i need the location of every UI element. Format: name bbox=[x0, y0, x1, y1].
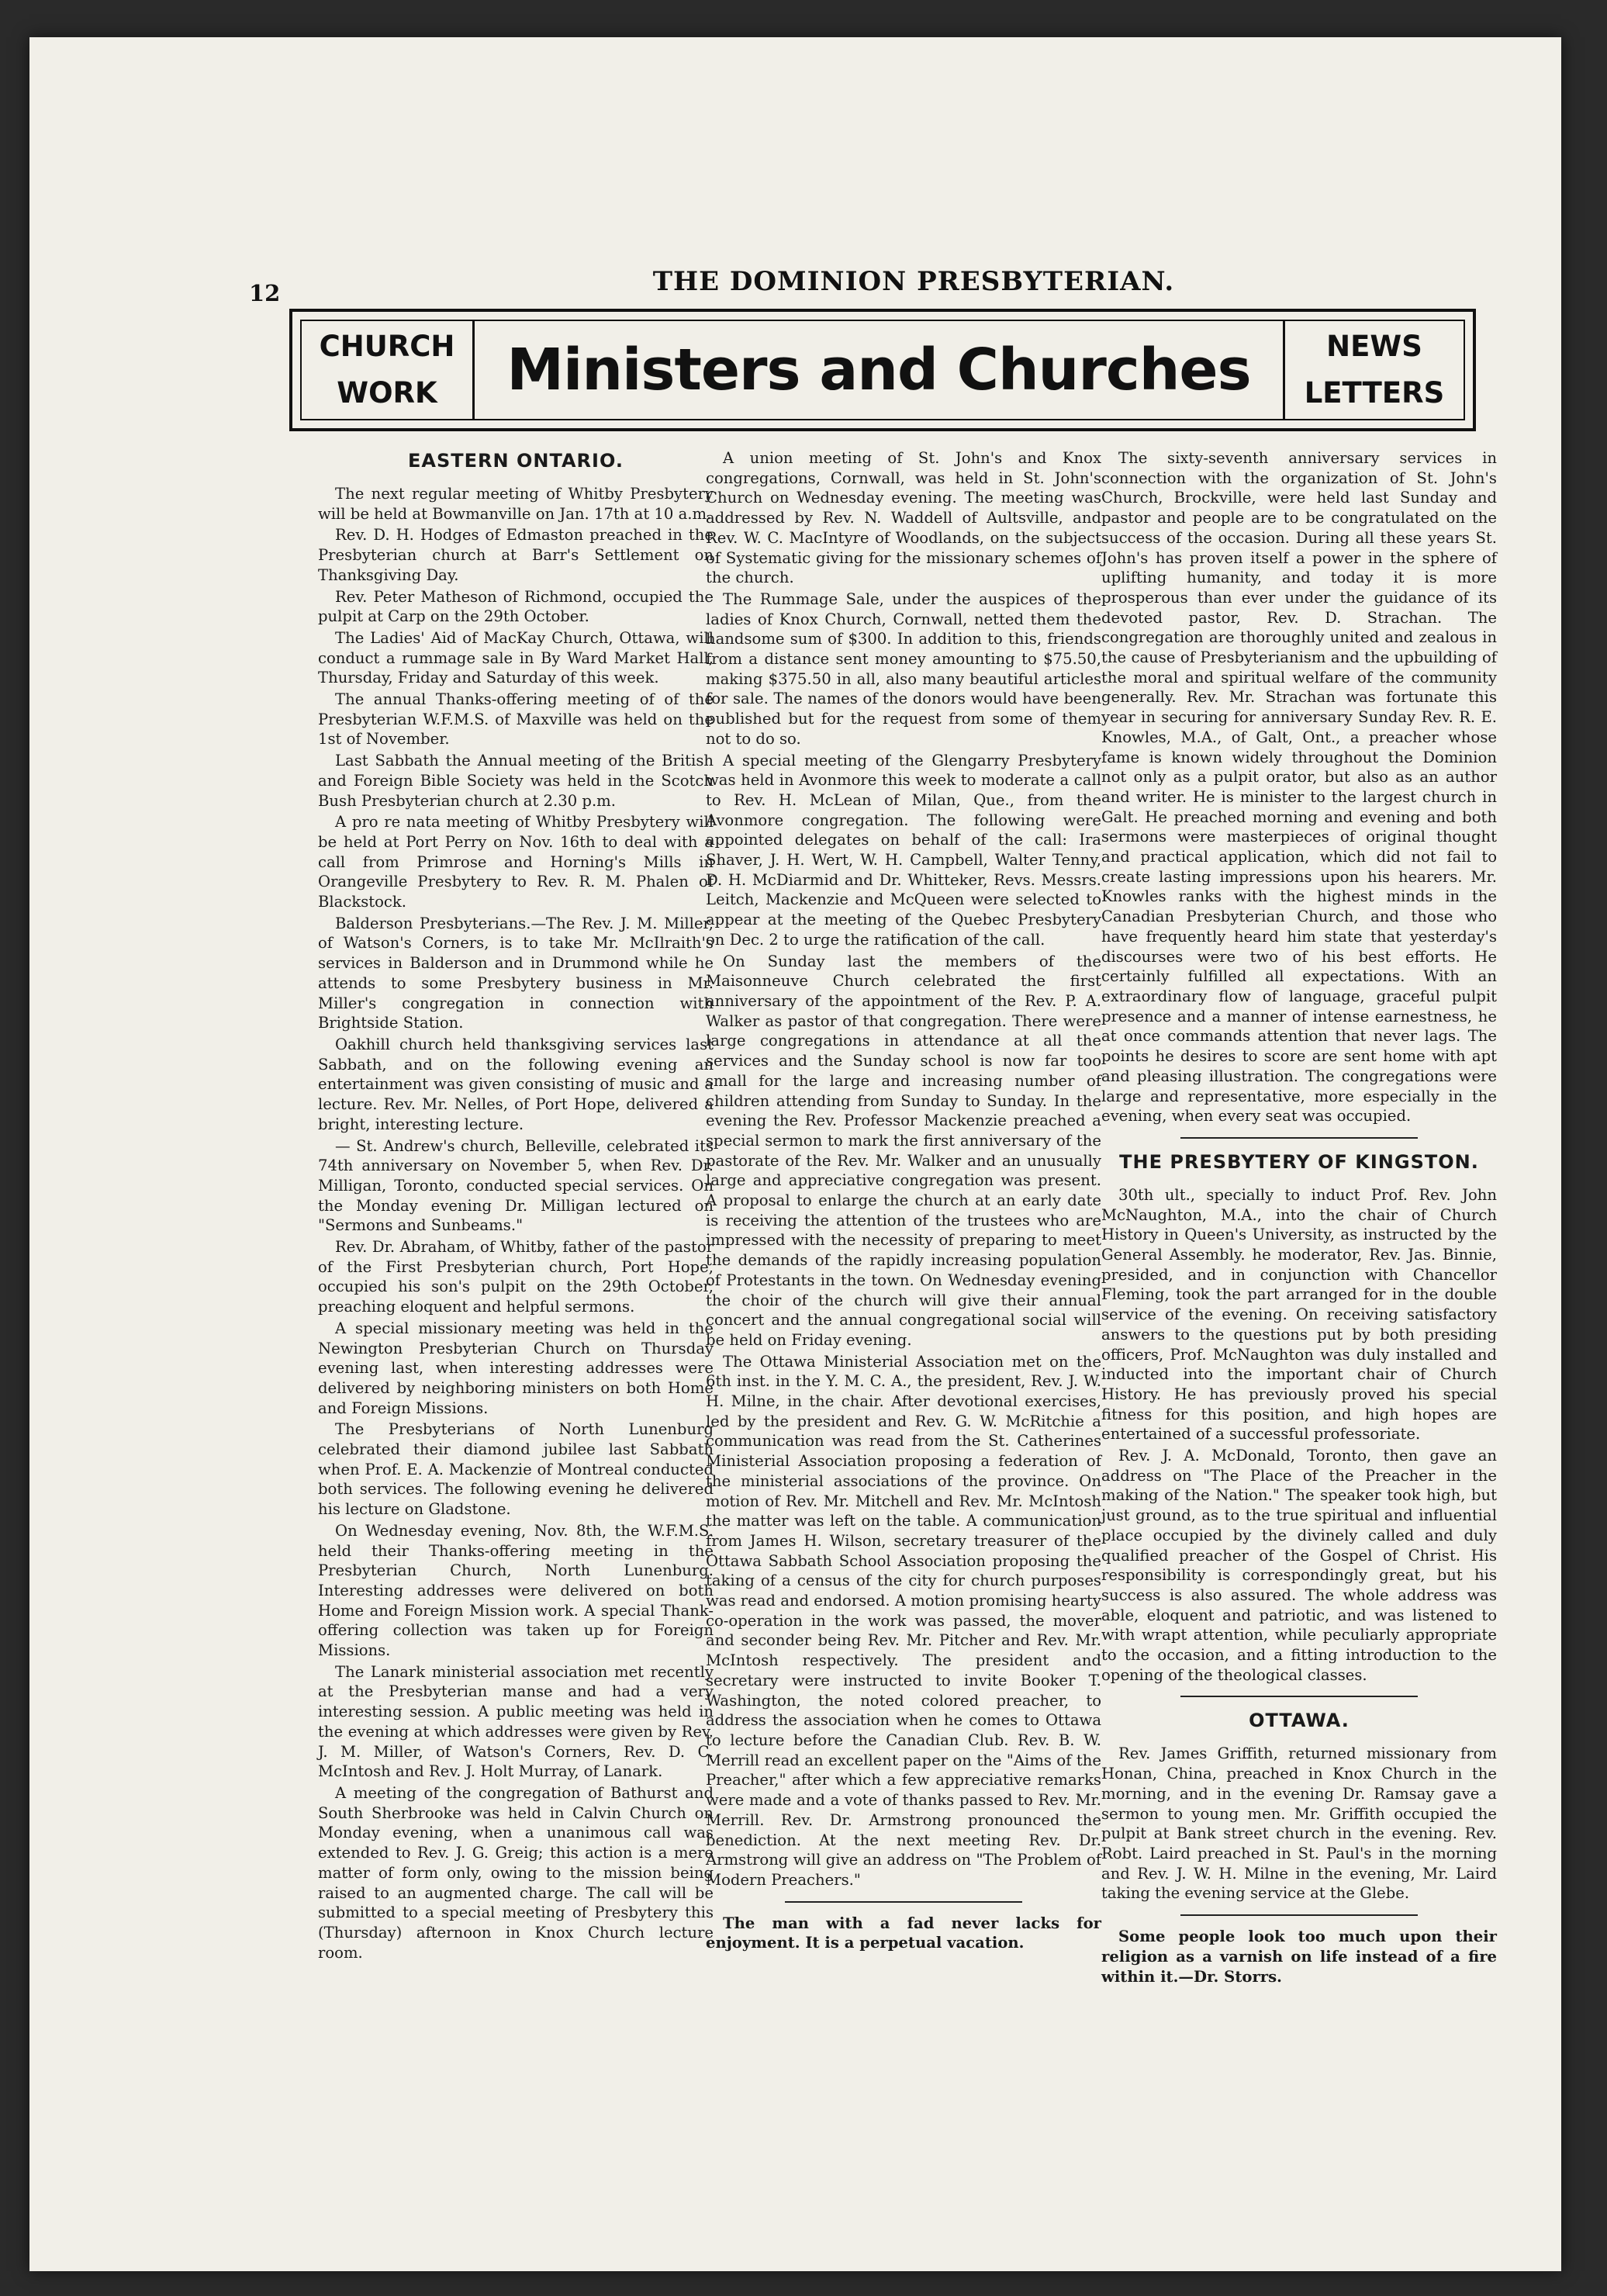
section-header-inner bbox=[300, 320, 1465, 420]
section-header-box bbox=[289, 309, 1476, 431]
header-right-line1: NEWS bbox=[1326, 330, 1422, 363]
closing-quote: The man with a fad never lacks for enjoyment. It is a perpetual vacation. bbox=[706, 1914, 1101, 1952]
article-paragraph: The Lanark ministerial association met recently at the Presbyterian manse and had a very interesting session. A public meeting was held in the evening at which addresses were given by Rev. J. M. Miller, of Watson's Corners, Rev. D. C. McIntosh and Rev. J. Holt Murray, of Lanark. bbox=[318, 1662, 714, 1781]
article-paragraph: The next regular meeting of Whitby Presbytery will be held at Bowmanville on Jan. 17th at 10 a.m. bbox=[318, 485, 714, 523]
section-heading-ottawa: OTTAWA. bbox=[1249, 1710, 1350, 1732]
article-paragraph: Rev. James Griffith, returned missionary from Honan, China, preached in Knox Church in the morning, and in the evening Dr. Ramsay gave a sermon to young men. Mr. Griffith occupied the pulpit at Bank street church in the evening. Rev. Robt. Laird preached in St. Paul's in the morning and Rev. J. W. H. Milne in the evening, Mr. Laird taking the evening service at the Glebe. bbox=[1101, 1744, 1497, 1903]
article-paragraph: A pro re nata meeting of Whitby Presbytery will be held at Port Perry on Nov. 16th to deal with a call from Primrose and Horning's Mills in Orangeville Presbytery to Rev. R. M. Phalen of Blackstock. bbox=[318, 813, 714, 911]
divider-rule bbox=[1180, 1696, 1418, 1697]
article-paragraph: — St. Andrew's church, Belleville, celebrated its 74th anniversary on November 5, when Rev. Dr. Milligan, Toronto, conducted special services. On the Monday evening Dr. Milligan lectured on "Sermons and Sunbeams." bbox=[318, 1136, 714, 1235]
header-left-box bbox=[302, 321, 475, 419]
column-2 bbox=[706, 448, 1101, 1955]
page-number: 12 bbox=[249, 280, 281, 306]
article-paragraph: The Presbyterians of North Lunenburg celebrated their diamond jubilee last Sabbath when Prof. E. A. Mackenzie of Montreal conducted both services. The following evening he delivered his lecture on Gladstone. bbox=[318, 1420, 714, 1519]
column-3 bbox=[1101, 448, 1497, 1988]
section-title: Ministers and Churches bbox=[506, 337, 1251, 403]
article-paragraph: Rev. Dr. Abraham, of Whitby, father of the pastor of the First Presbyterian church, Port Hope, occupied his son's pulpit on the 29th October, preaching eloquent and helpful sermons. bbox=[318, 1238, 714, 1316]
article-paragraph: Oakhill church held thanksgiving services last Sabbath, and on the following evening an entertainment was given consisting of music and a lecture. Rev. Mr. Nelles, of Port Hope, delivered a bright, interesting lecture. bbox=[318, 1035, 714, 1133]
masthead: THE DOMINION PRESBYTERIAN. bbox=[652, 266, 1175, 297]
section-heading-eastern-ontario: EASTERN ONTARIO. bbox=[408, 450, 624, 472]
article-paragraph: The Rummage Sale, under the auspices of the ladies of Knox Church, Cornwall, netted them the handsome sum of $300. In addition to this, friends from a distance sent money amounting to $75.50, making $375.50 in all, also many beautiful articles for sale. The names of the donors would have been published but for the request from some of them not to do so. bbox=[706, 590, 1101, 748]
article-paragraph: Rev. Peter Matheson of Richmond, occupied the pulpit at Carp on the 29th October. bbox=[318, 587, 714, 626]
article-paragraph: A special meeting of the Glengarry Presbytery was held in Avonmore this week to moderate a call to Rev. H. McLean of Milan, Que., from the Avonmore congregation. The following were appointed delegates on behalf of the call: Ira Shaver, J. H. Wert, W. H. Campbell, Walter Tenny, D. H. McDiarmid and Dr. Whitteker, Revs. Messrs. Leitch, Mackenzie and McQueen were selected to appear at the meeting of the Quebec Presbytery on Dec. 2 to urge the ratification of the call. bbox=[706, 751, 1101, 949]
article-paragraph: Rev. J. A. McDonald, Toronto, then gave an address on "The Place of the Preacher in the making of the Nation." The speaker took high, but just ground, as to the true spiritual and influential place occupied by the divinely called and duly qualified preacher of the Gospel of Christ. His responsibility is correspondingly great, but his success is also assured. The whole address was able, eloquent and patriotic, and was listened to with wrapt attention, while peculiarly appropriate to the occasion, and a fitting introduction to the opening of the theological classes. bbox=[1101, 1447, 1497, 1684]
article-paragraph: On Wednesday evening, Nov. 8th, the W.F.M.S. held their Thanks-offering meeting in the Presbyterian Church, North Lunenburg. Interesting addresses were delivered on both Home and Foreign Mission work. A special Thank-offering collection was taken up for Foreign Missions. bbox=[318, 1521, 714, 1660]
newspaper-page bbox=[29, 37, 1561, 2271]
header-left-line2: WORK bbox=[337, 376, 437, 410]
header-left-line1: CHURCH bbox=[319, 330, 455, 363]
divider-rule bbox=[785, 1901, 1022, 1903]
header-right-line2: LETTERS bbox=[1304, 376, 1445, 410]
article-paragraph: Rev. D. H. Hodges of Edmaston preached in the Presbyterian church at Barr's Settlement on Thanksgiving Day. bbox=[318, 526, 714, 584]
divider-rule bbox=[1180, 1137, 1418, 1139]
section-heading-kingston: THE PRESBYTERY OF KINGSTON. bbox=[1119, 1150, 1479, 1173]
article-paragraph: A meeting of the congregation of Bathurst and South Sherbrooke was held in Calvin Church on Monday evening, when a unanimous call was extended to Rev. J. G. Greig; this action is a mere matter of form only, owing to the mission being raised to an augmented charge. The call will be submitted to a special meeting of Presbytery this (Thursday) afternoon in Knox Church lecture room. bbox=[318, 1784, 714, 1962]
article-paragraph: The Ladies' Aid of MacKay Church, Ottawa, will conduct a rummage sale in By Ward Market Hall, Thursday, Friday and Saturday of this week. bbox=[318, 628, 714, 687]
closing-quote: Some people look too much upon their religion as a varnish on life instead of a fire within it.—Dr. Storrs. bbox=[1101, 1928, 1497, 1986]
article-paragraph: The annual Thanks-offering meeting of of the Presbyterian W.F.M.S. of Maxville was held on the 1st of November. bbox=[318, 690, 714, 749]
header-right-box bbox=[1283, 321, 1464, 419]
article-paragraph: On Sunday last the members of the Maisonneuve Church celebrated the first anniversary of the appointment of the Rev. P. A. Walker as pastor of that congregation. There were large congregations in attendance at all the services and the Sunday school is now far too small for the large and increasing number of children attending from Sunday to Sunday. In the evening the Rev. Professor Mackenzie preached a special sermon to mark the first anniversary of the pastorate of the Rev. Mr. Walker and an unusually large and appreciative congregation was present. A proposal to enlarge the church at an early date is receiving the attention of the trustees who are impressed with the necessity of preparing to meet the demands of the rapidly increasing population of Protestants in the town. On Wednesday evening the choir of the church will give their annual concert and the annual congregational social will be held on Friday evening. bbox=[706, 952, 1101, 1349]
article-paragraph: The sixty-seventh anniversary services in connection with the organization of St. John's Church, Brockville, were held last Sunday and pastor and people are to be congratulated on the success of the occasion. During all these years St. John's has proven itself a power in the sphere of uplifting humanity, and today it is more prosperous than ever under the guidance of its devoted pastor, Rev. D. Strachan. The congregation are thoroughly united and zealous in the cause of Presbyterianism and the upbuilding of the moral and spiritual welfare of the community generally. Rev. Mr. Strachan was fortunate this year in securing for anniversary Sunday Rev. R. E. Knowles, M.A., of Galt, Ont., a preacher whose fame is known widely throughout the Dominion not only as a pulpit orator, but also as an author and writer. He is minister to the largest church in Galt. He preached morning and evening and both sermons were masterpieces of original thought and practical application, which did not fail to create lasting impressions upon his hearers. Mr. Knowles ranks with the highest minds in the Canadian Presbyterian Church, and those who have frequently heard him state that yesterday's discourses were two of his best efforts. He certainly fulfilled all expectations. With an extraordinary flow of language, graceful pulpit presence and a manner of intense earnestness, he at once commands attention that never lags. The points he desires to score are sent home with apt and pleasing illustration. The congregations were large and representative, more especially in the evening, when every seat was occupied. bbox=[1101, 449, 1497, 1126]
article-paragraph: A special missionary meeting was held in the Newington Presbyterian Church on Thursday evening last, when interesting addresses were delivered by neighboring ministers on both Home and Foreign Missions. bbox=[318, 1319, 714, 1417]
column-1 bbox=[318, 448, 714, 1964]
divider-rule bbox=[1180, 1914, 1418, 1916]
article-paragraph: A union meeting of St. John's and Knox congregations, Cornwall, was held in St. John's Church on Wednesday evening. The meeting was addressed by Rev. N. Waddell of Aultsville, and Rev. W. C. MacIntyre of Woodlands, on the subject of Systematic giving for the missionary schemes of the church. bbox=[706, 449, 1101, 587]
article-paragraph: The Ottawa Ministerial Association met on the 6th inst. in the Y. M. C. A., the president, Rev. J. W. H. Milne, in the chair. After devotional exercises, led by the president and Rev. G. W. McRitchie a communication was read from the St. Catherines Ministerial Association proposing a federation of the ministerial associations of the province. On motion of Rev. Mr. Mitchell and Rev. Mr. McIntosh the matter was left on the table. A communication from James H. Wilson, secretary treasurer of the Ottawa Sabbath School Association proposing the taking of a census of the city for church purposes was read and endorsed. A motion promising hearty co-operation in the work was passed, the mover and seconder being Rev. Mr. Pitcher and Rev. Mr. McIntosh respectively. The president and secretary were instructed to invite Booker T. Washington, the noted colored preacher, to address the association when he comes to Ottawa to lecture before the Canadian Club. Rev. B. W. Merrill read an excellent paper on the "Aims of the Preacher," after which a few appreciative remarks were made and a vote of thanks passed to Rev. Mr. Merrill. Rev. Dr. Armstrong pronounced the benediction. At the next meeting Rev. Dr. Armstrong will give an address on "The Problem of Modern Preachers." bbox=[706, 1352, 1101, 1889]
article-paragraph: Last Sabbath the Annual meeting of the British and Foreign Bible Society was held in the Scotch Bush Presbyterian church at 2.30 p.m. bbox=[318, 752, 714, 810]
article-paragraph: Balderson Presbyterians.—The Rev. J. M. Miller, of Watson's Corners, is to take Mr. McIlraith's services in Balderson and in Drummond while he attends to some Presbytery business in Mr. Miller's congregation in connection with Brightside Station. bbox=[318, 914, 714, 1032]
article-paragraph: 30th ult., specially to induct Prof. Rev. John McNaughton, M.A., into the chair of Church History in Queen's University, as instructed by the General Assembly. he moderator, Rev. Jas. Binnie, presided, and in conjunction with Chancellor Fleming, took the part arranged for in the double service of the evening. On receiving satisfactory answers to the questions put by both presiding officers, Prof. McNaughton was duly installed and inducted into the important chair of Church History. He has previously proved his special fitness for this position, and high hopes are entertained of a successful professoriate. bbox=[1101, 1185, 1497, 1444]
